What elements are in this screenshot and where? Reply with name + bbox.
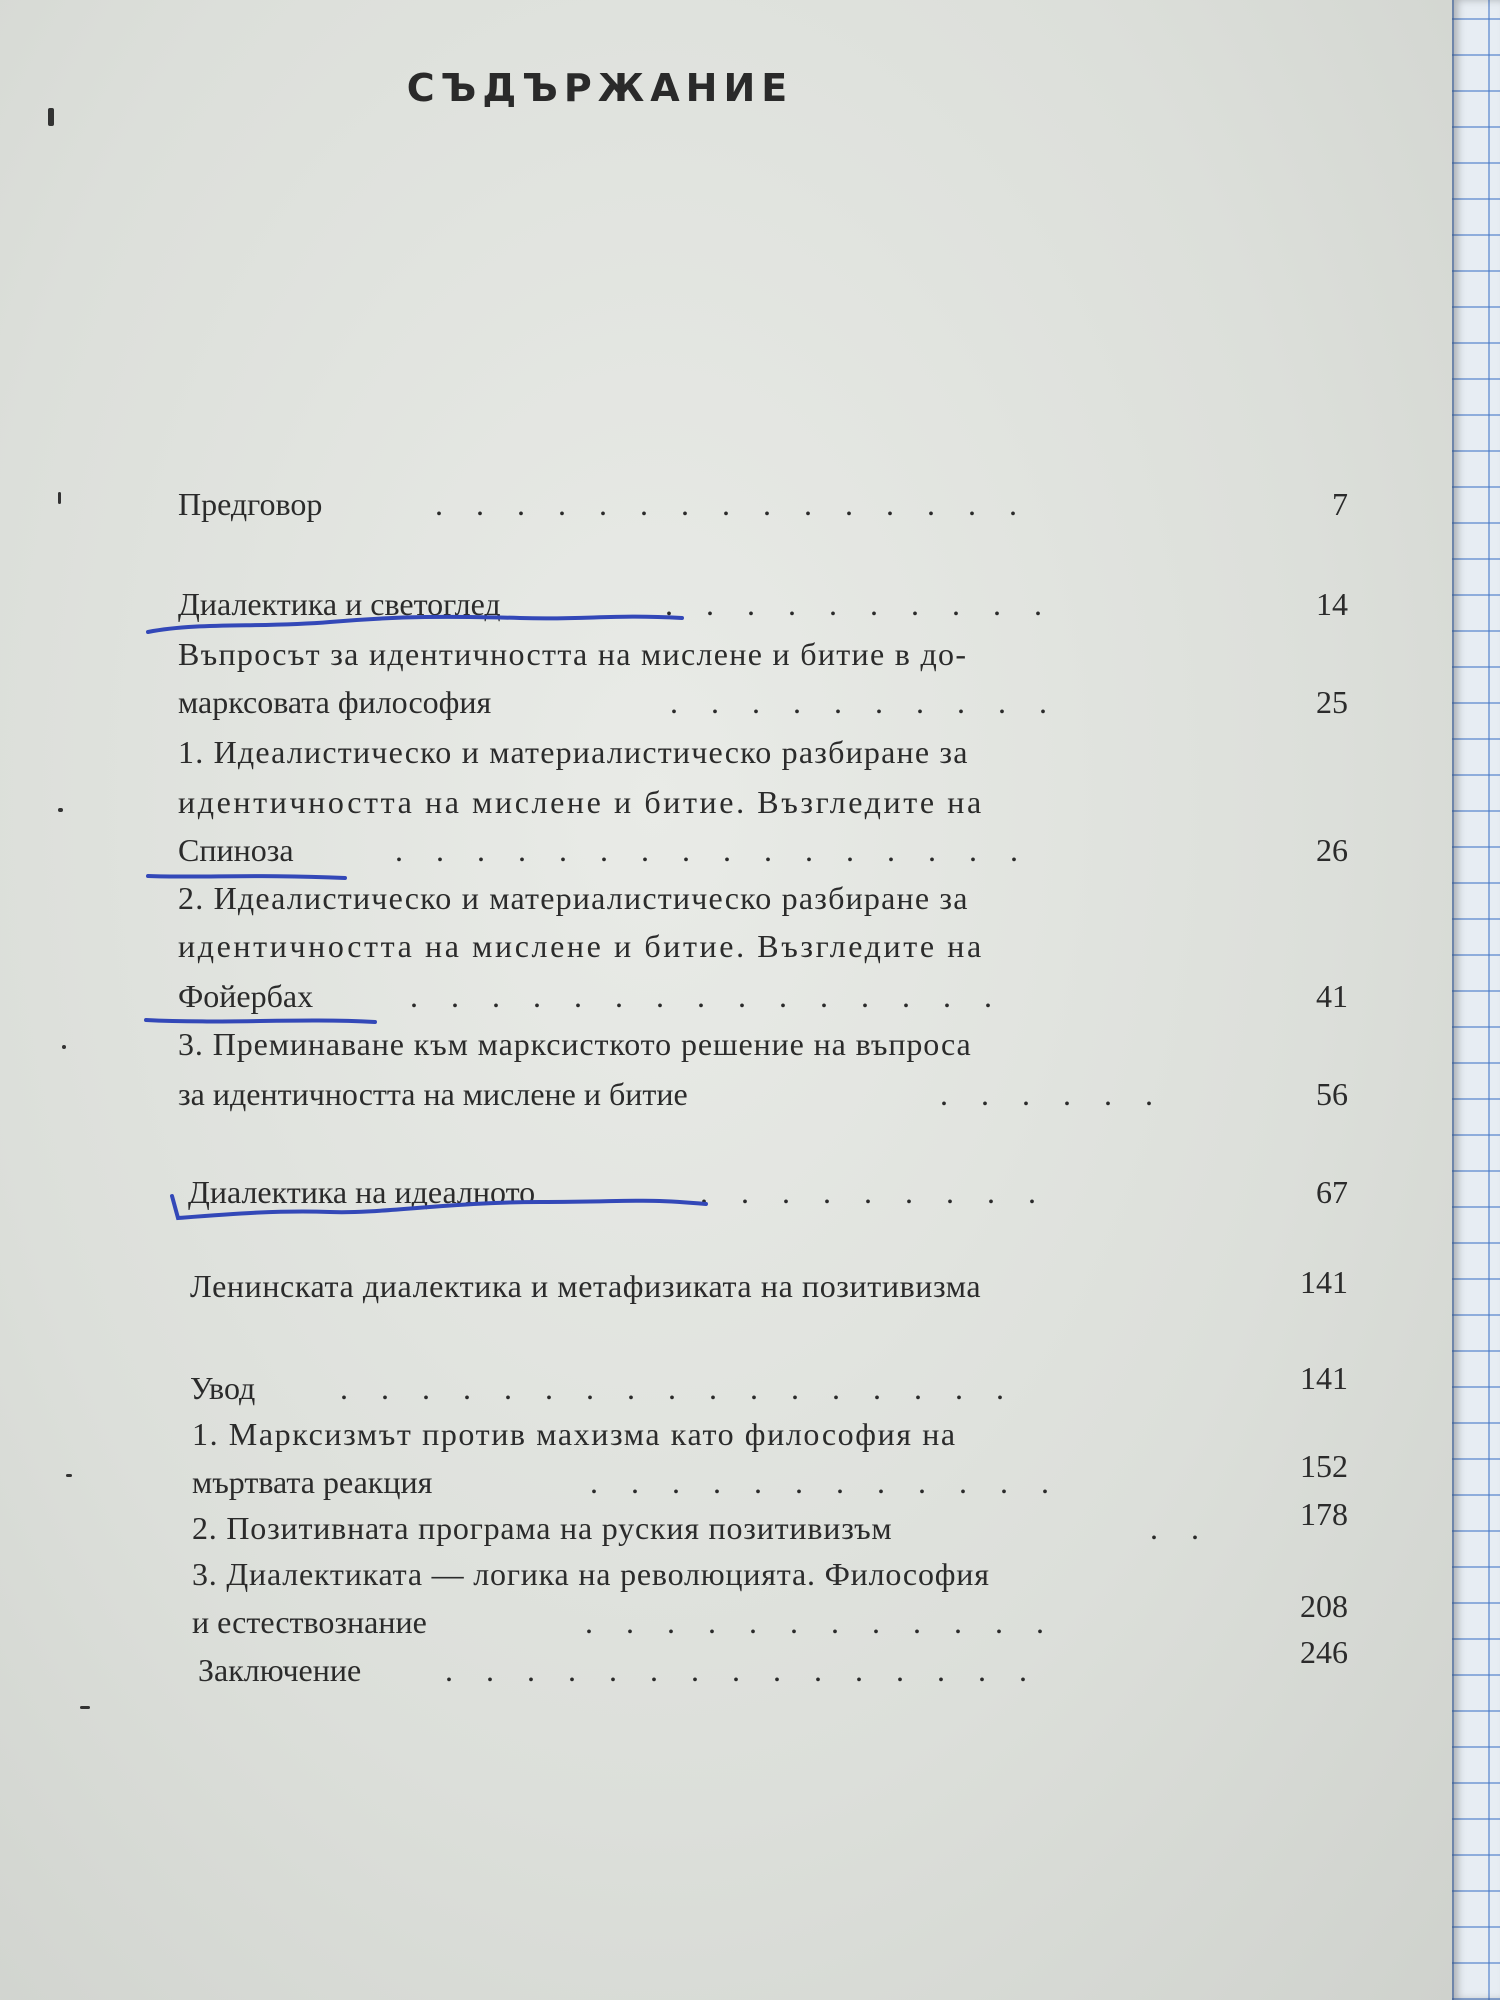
leader-dots: ............ xyxy=(590,1466,1082,1498)
toc-entry-p3-line2: и естествознание xyxy=(192,1604,427,1640)
toc-entry-zaklyuchenie: Заключение xyxy=(198,1652,362,1688)
page-number: 25 xyxy=(1316,684,1348,720)
leader-dots: .......... xyxy=(665,588,1075,620)
margin-speck xyxy=(58,492,61,504)
leader-dots: ............... xyxy=(435,488,1050,520)
page-number: 26 xyxy=(1316,832,1348,868)
page-title: СЪДЪРЖАНИЕ xyxy=(406,66,794,110)
toc-entry-item3-line2: за идентичността на мислене и битие xyxy=(178,1076,688,1112)
margin-speck xyxy=(66,1474,72,1477)
toc-entry-p2: 2. Позитивната програма на руския позитивизъм xyxy=(192,1510,893,1546)
toc-entry-item2-line2: идентичността на мислене и битие. Възгледите на xyxy=(178,928,984,964)
page-number: 41 xyxy=(1316,978,1348,1014)
toc-entry-predgovor: Предговор xyxy=(178,486,323,522)
leader-dots: ................. xyxy=(340,1372,1037,1404)
toc-entry-item1-line1: 1. Идеалистическо и материалистическо разбиране за xyxy=(178,734,969,770)
leader-dots: ............ xyxy=(585,1606,1077,1638)
toc-entry-uvod: Увод xyxy=(190,1370,256,1406)
toc-entry-item1-line2: идентичността на мислене и битие. Възгледите на xyxy=(178,784,984,820)
page-number: 7 xyxy=(1332,486,1348,522)
toc-entry-vaprosat-line1: Въпросът за идентичността на мислене и битие в до- xyxy=(178,636,968,672)
leader-dots: ................ xyxy=(395,834,1051,866)
toc-entry-item2-line3: Фойербах xyxy=(178,978,314,1014)
page-number: 208 xyxy=(1300,1588,1348,1624)
page-number: 67 xyxy=(1316,1174,1348,1210)
toc-entry-vaprosat-line2: марксовата философия xyxy=(178,684,492,720)
toc-entry-item1-line3: Спиноза xyxy=(178,832,294,868)
leader-dots: ............... xyxy=(410,980,1025,1012)
page-number: 56 xyxy=(1316,1076,1348,1112)
toc-entry-item2-line1: 2. Идеалистическо и материалистическо разбиране за xyxy=(178,880,969,916)
leader-dots: ............... xyxy=(445,1654,1060,1686)
page-number: 14 xyxy=(1316,586,1348,622)
leader-dots: ......... xyxy=(700,1176,1069,1208)
toc-entry-p1-line1: 1. Марксизмът против махизма като философия на xyxy=(192,1416,957,1452)
toc-entry-item3-line1: 3. Преминаване към марксисткото решение на въпроса xyxy=(178,1026,972,1062)
page-number: 246 xyxy=(1300,1634,1348,1670)
margin-speck xyxy=(58,808,63,812)
page-number: 141 xyxy=(1300,1264,1348,1300)
page-number: 178 xyxy=(1300,1496,1348,1532)
margin-speck xyxy=(80,1706,90,1709)
leader-dots: .......... xyxy=(670,686,1080,718)
toc-entry-p1-line2: мъртвата реакция xyxy=(192,1464,433,1500)
graph-paper-edge xyxy=(1452,0,1500,2000)
toc-entry-dialektika-svetogled: Диалектика и светоглед xyxy=(178,586,501,622)
page-number: 152 xyxy=(1300,1448,1348,1484)
leader-dots: .. xyxy=(1150,1512,1232,1544)
margin-speck xyxy=(62,1045,66,1049)
page-number: 141 xyxy=(1300,1360,1348,1396)
toc-entry-p3-line1: 3. Диалектиката — логика на революцията. Философия xyxy=(192,1556,990,1592)
toc-entry-leninskata: Ленинската диалектика и метафизиката на позитивизма xyxy=(190,1268,982,1304)
toc-entry-dialektika-idealnoto: Диалектика на идеалното xyxy=(188,1174,536,1210)
leader-dots: ...... xyxy=(940,1078,1186,1110)
margin-speck xyxy=(48,108,54,126)
